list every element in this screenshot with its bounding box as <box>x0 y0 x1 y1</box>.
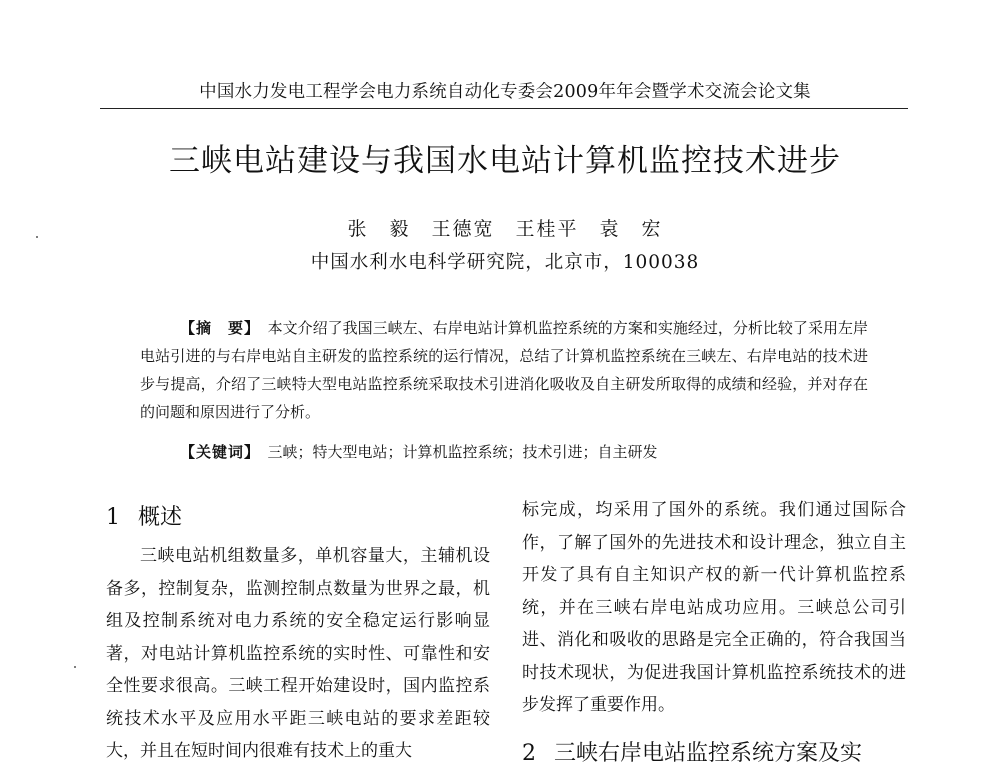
authors-line: 张 毅 王德宽 王桂平 袁 宏 <box>347 218 663 240</box>
affiliation: 中国水利水电科学研究院，北京市，100038 <box>310 252 700 273</box>
running-header: 中国水力发电工程学会电力系统自动化专委会2009年年会暨学术交流会论文集 <box>199 82 811 102</box>
right-column-text: 标完成，均采用了国外的系统。我们通过国际合作，了解了国外的先进技术和设计理念，独立自主开发了具有自主知识产权的新一代计算机监控系统，并在三峡右岸电站成功应用。三峡总公司引进、消化和吸收的思路是完全正确的，符合我国当时技术现状，为促进我国计算机监控系统技术的进步发挥了重要作用。 <box>522 500 906 715</box>
section-2-number: 2 <box>522 741 536 766</box>
section-1-heading <box>106 500 182 531</box>
section-1-title: 概述 <box>138 505 183 530</box>
scan-speck <box>74 666 76 668</box>
section-2-heading <box>522 736 862 767</box>
abstract-text: 本文介绍了我国三峡左、右岸电站计算机监控系统的方案和实施经过，分析比较了采用左岸电站引进的与右岸电站自主研发的监控系统的运行情况，总结了计算机监控系统在三峡左、右岸电站的技术进步与提高，介绍了三峡特大型电站监控系统采取技术引进消化吸收及自主研发所取得的成绩和经验，并对存在的问题和原因进行了分析。 <box>140 319 868 421</box>
section-2-title: 三峡右岸电站监控系统方案及实 <box>554 741 863 766</box>
keywords-line <box>180 438 870 466</box>
left-column-text: 三峡电站机组数量多，单机容量大，主辅机设备多，控制复杂，监测控制点数量为世界之最，机组及控制系统对电力系统的安全稳定运行影响显著，对电站计算机监控系统的实时性、可靠性和安全性要求很高。三峡工程开始建设时，国内监控系统技术水平及应用水平距三峡电站的要求差距较大，并且在短时间内很难有技术上的重大 <box>106 546 490 761</box>
abstract-label: 【摘 要】 <box>180 319 253 337</box>
section-1-number: 1 <box>106 505 120 530</box>
paper-title: 三峡电站建设与我国水电站计算机监控技术进步 <box>169 143 841 179</box>
keywords-text: 三峡；特大型电站；计算机监控系统；技术引进；自主研发 <box>267 443 658 461</box>
header-rule <box>100 108 908 109</box>
abstract-paragraph <box>140 314 868 426</box>
keywords-label: 【关键词】 <box>180 443 253 461</box>
scan-speck <box>36 236 38 238</box>
